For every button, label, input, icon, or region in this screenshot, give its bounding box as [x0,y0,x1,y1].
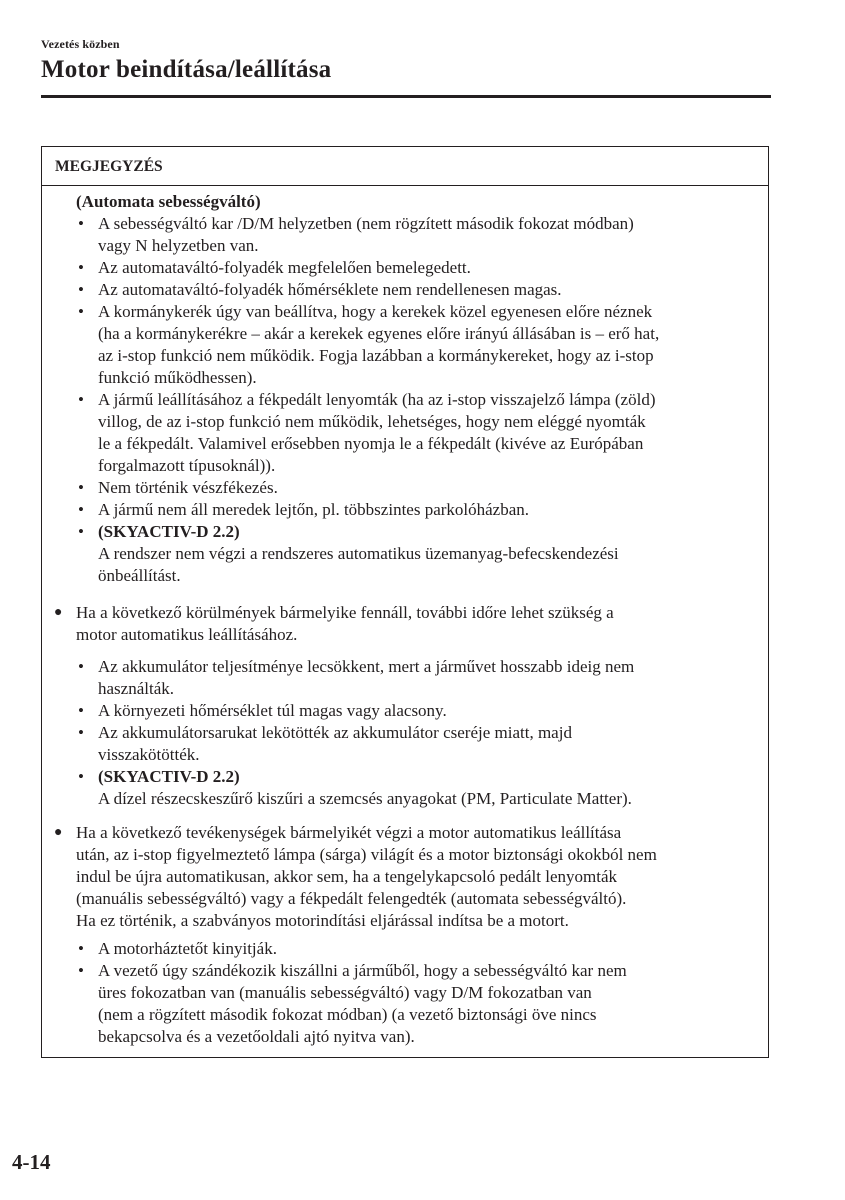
list-item: • A motorháztetőt kinyitják. [78,939,277,958]
bullet-icon: • [78,478,84,497]
list-item: • A környezeti hőmérséklet túl magas vagy alacsony. [78,701,447,720]
bullet-icon: • [78,500,84,519]
note-subheading: (Automata sebességváltó) [76,192,261,211]
condition-item: • A kormánykerék úgy van beállítva, hogy a kerekek közel egyenesen előre néznek (ha a kormánykerékre – akár a kerekek egyenes előre irányú állásában is – erő hat, az i-stop funkció nem működik. Fogja lazábban a kormánykereket, hogy az i-stop funkció működhessen). [78,302,660,387]
note-paragraph: ● Ha a következő körülmények bármelyike fennáll, további időre lehet szükség a motor automatikus leállításához. [54,603,614,644]
note-paragraph: ● Ha a következő tevékenységek bármelyikét végzi a motor automatikus leállítása után, az i-stop figyelmeztető lámpa (sárga) világít és a motor biztonsági okokból nem indul be újra automatikusan, akkor sem, ha a tengelykapcsoló pedált lenyomták (manuális sebességváltó) vagy a fékpedált felengedték (automata sebességváltó). Ha ez történik, a szabványos motorindítási eljárással indítsa be a motort. [54,823,657,930]
bullet-icon: • [78,723,84,742]
condition-item: • A jármű nem áll meredek lejtőn, pl. többszintes parkolóházban. [78,500,530,519]
list-item: • (SKYACTIV-D 2.2) A dízel részecskeszűrő kiszűri a szemcsés anyagokat (PM, Particulate Matter). [78,767,632,808]
page-number: 4-14 [12,1150,51,1174]
condition-item: • Az automataváltó-folyadék hőmérséklete nem rendellenesen magas. [78,280,562,299]
page-title: Motor beindítása/leállítása [41,56,332,83]
bullet-icon: • [78,701,84,720]
bullet-icon: • [78,522,84,541]
bullet-icon: • [78,767,84,786]
list-item: • A vezető úgy szándékozik kiszállni a járműből, hogy a sebességváltó kar nem üres fokozatban van (manuális sebességváltó) vagy D/M fokozatban van (nem a rögzített második fokozat módban) (a vezető biztonsági öve nincs bekapcsolva és a vezetőoldali ajtó nyitva van). [78,961,627,1046]
condition-item: • A jármű leállításához a fékpedált lenyomták (ha az i-stop visszajelző lámpa (zöld) villog, de az i-stop funkció nem működik, lehetséges, hogy nem eléggé nyomták le a fékpedált. Valamivel erősebben nyomja le a fékpedált (kivéve az Európában forgalmazott típusoknál)). [78,390,656,475]
bullet-icon: • [78,657,84,676]
title-rule [41,95,771,98]
bullet-icon: • [78,258,84,277]
condition-item: • Az automataváltó-folyadék megfelelően bemelegedett. [78,258,471,277]
bullet-icon: • [78,939,84,958]
condition-item: • Nem történik vészfékezés. [78,478,278,497]
bullet-icon: ● [54,605,63,620]
section-label: Vezetés közben [41,37,120,51]
bullet-icon: • [78,214,84,233]
list-item: • Az akkumulátor teljesítménye lecsökkent, mert a járművet hosszabb ideig nem használták. [78,657,635,698]
bullet-icon: • [78,302,84,321]
bullet-icon: • [78,390,84,409]
note-heading: MEGJEGYZÉS [42,147,768,186]
note-box [41,146,769,1058]
bullet-icon: • [78,280,84,299]
condition-item: • (SKYACTIV-D 2.2) A rendszer nem végzi a rendszeres automatikus üzemanyag-befecskendezési önbeállítást. [78,522,619,585]
list-item: • Az akkumulátorsarukat lekötötték az akkumulátor cseréje miatt, majd visszakötötték. [78,723,572,764]
bullet-icon: • [78,961,84,980]
condition-item: • A sebességváltó kar /D/M helyzetben (nem rögzített második fokozat módban) vagy N helyzetben van. [78,214,634,255]
bullet-icon: ● [54,825,63,840]
